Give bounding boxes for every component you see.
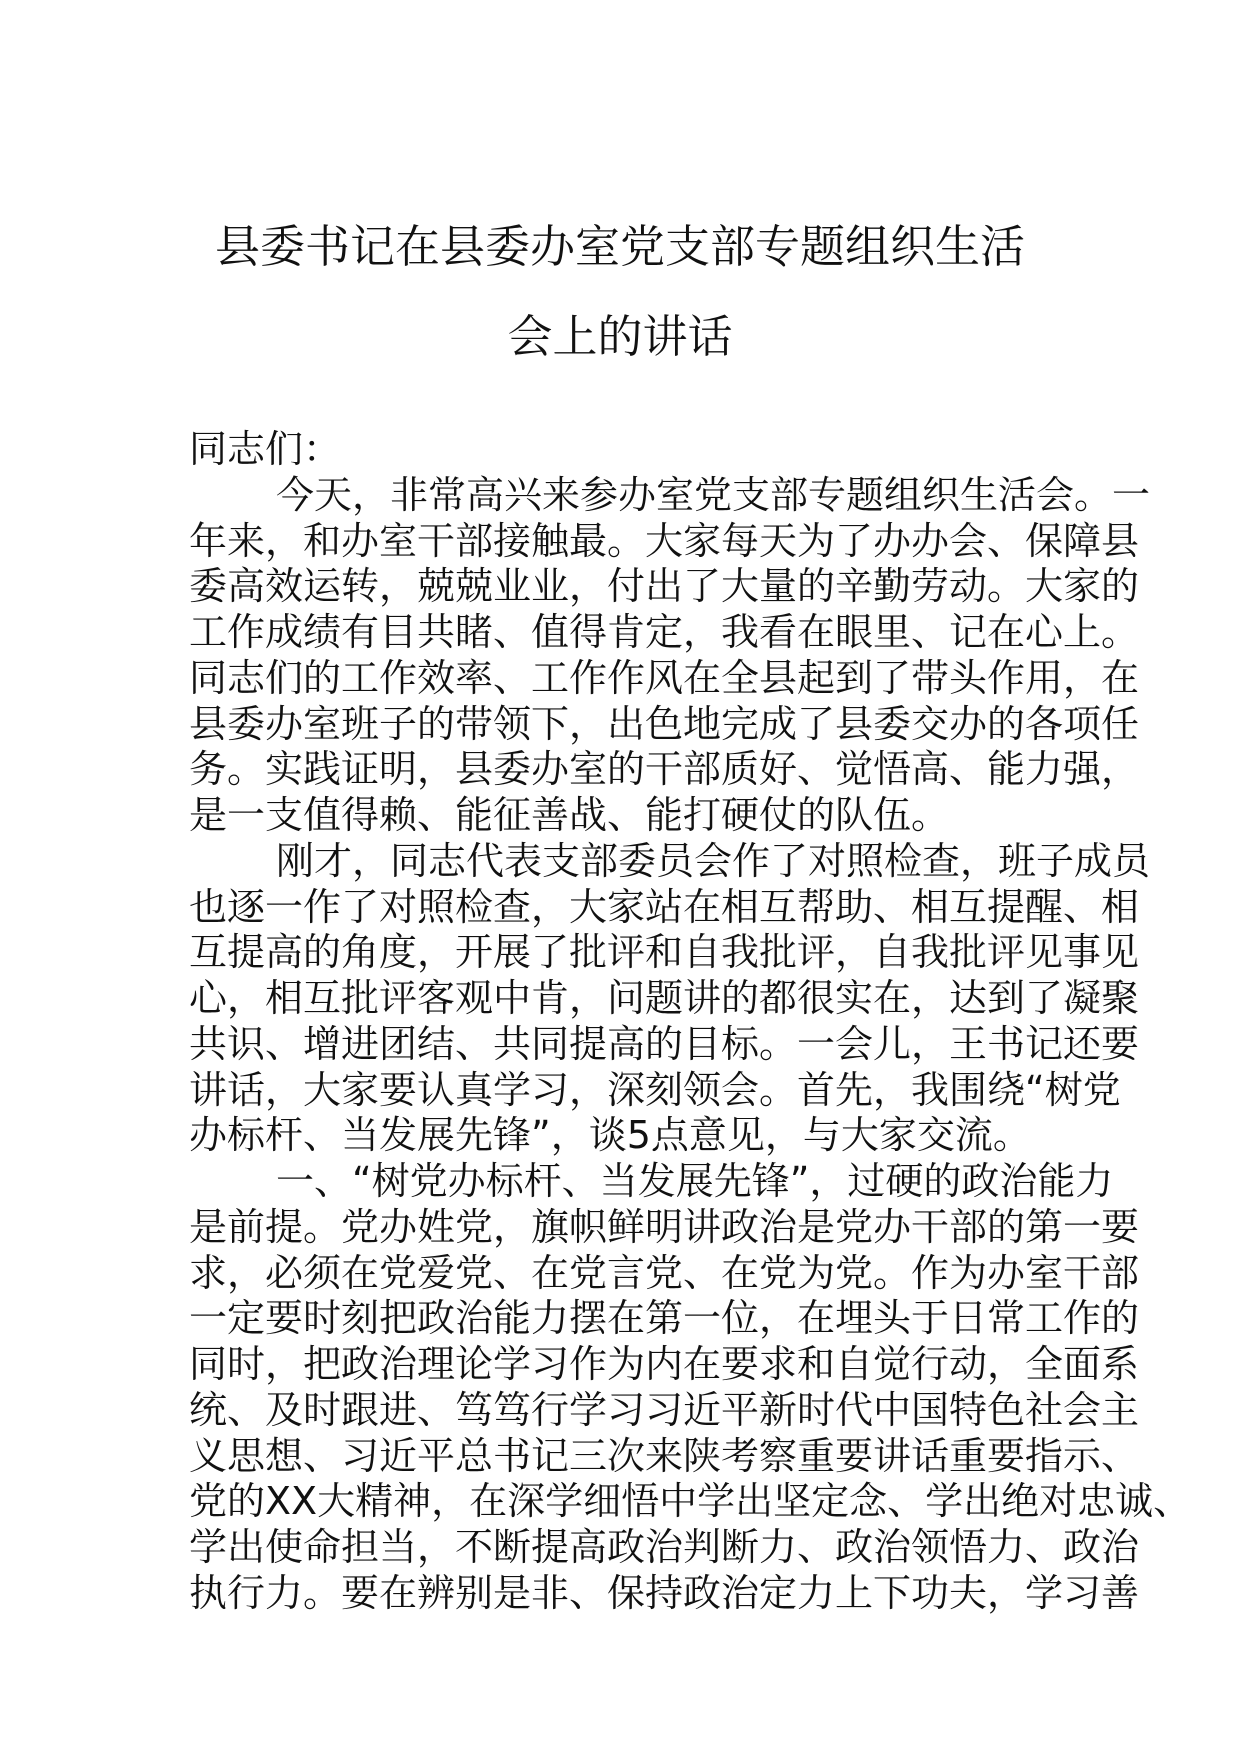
paragraph-line: 今天，非常高兴来参办室党支部专题组织生活会。一 [276, 472, 1151, 517]
document-body [189, 427, 1192, 1617]
paragraph-line: 学出使命担当，不断提高政治判断力、政治领悟力、政治 [189, 1525, 1140, 1569]
paragraph-line: 工作成绩有目共睹、值得肯定，我看在眼里、记在心上。 [189, 610, 1140, 654]
paragraph-line: 同时，把政治理论学习作为内在要求和自觉行动，全面系 [189, 1342, 1140, 1386]
paragraph-line: 义思想、习近平总书记三次来陕考察重要讲话重要指示、 [189, 1433, 1140, 1478]
document-title-line-1: 县委书记在县委办室党支部专题组织生活 [214, 220, 1025, 273]
paragraph-line: 统、及时跟进、笃笃行学习习近平新时代中国特色社会主 [189, 1387, 1140, 1432]
paragraph-line: 刚才，同志代表支部委员会作了对照检查，班子成员 [276, 838, 1151, 883]
paragraph-line: 是前提。党办姓党，旗帜鲜明讲政治是党办干部的第一要 [189, 1204, 1140, 1249]
paragraph-line: 也逐一作了对照检查，大家站在相互帮助、相互提醒、相 [189, 884, 1140, 929]
paragraph-line: 同志们的工作效率、工作作风在全县起到了带头作用，在 [189, 655, 1140, 700]
paragraph-line: 务。实践证明，县委办室的干部质好、觉悟高、能力强， [189, 747, 1140, 792]
paragraph-line: 一定要时刻把政治能力摆在第一位，在埋头于日常工作的 [189, 1296, 1140, 1341]
salutation: 同志们： [189, 427, 342, 471]
document-title-line-2: 会上的讲话 [507, 310, 733, 363]
paragraph-line: 一、“树党办标杆、当发展先锋”，过硬的政治能力 [276, 1159, 1114, 1203]
paragraph-line: 党的XX大精神，在深学细悟中学出坚定念、学出绝对忠诚、 [189, 1479, 1192, 1524]
paragraphs [189, 472, 1192, 1617]
paragraph [189, 472, 1151, 839]
paragraph-line: 委高效运转，兢兢业业，付出了大量的辛勤劳动。大家的 [189, 564, 1140, 609]
paragraph [189, 1159, 1192, 1617]
paragraph-line: 年来，和办室干部接触最。大家每天为了办办会、保障县 [189, 518, 1140, 563]
paragraph-line: 求，必须在党爱党、在党言党、在党为党。作为办室干部 [189, 1250, 1140, 1295]
paragraph-line: 心，相互批评客观中肯，问题讲的都很实在，达到了凝聚 [189, 976, 1140, 1020]
paragraph-line: 执行力。要在辨别是非、保持政治定力上下功夫，学习善 [189, 1570, 1140, 1615]
paragraph-line: 互提高的角度，开展了批评和自我批评，自我批评见事见 [189, 930, 1140, 975]
paragraph-line: 共识、增进团结、共同提高的目标。一会儿，王书记还要 [189, 1021, 1140, 1066]
paragraph [189, 838, 1151, 1159]
paragraph-line: 是一支值得赖、能征善战、能打硬仗的队伍。 [189, 793, 950, 837]
paragraph-line: 办标杆、当发展先锋”，谈5点意见，与大家交流。 [189, 1113, 1031, 1158]
paragraph-line: 讲话，大家要认真学习，深刻领会。首先，我围绕“树党 [189, 1067, 1121, 1112]
paragraph-line: 县委办室班子的带领下，出色地完成了县委交办的各项任 [189, 701, 1140, 746]
